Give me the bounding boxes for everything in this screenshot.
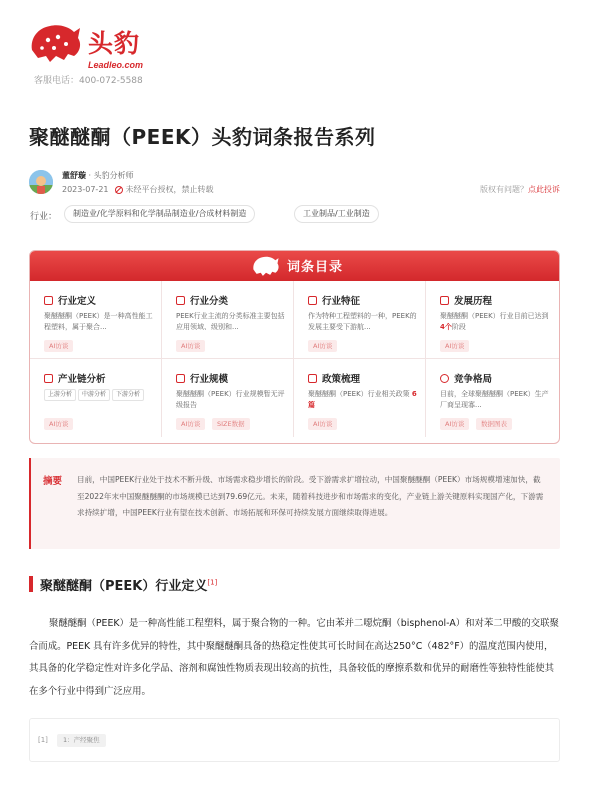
ai-interview-chip[interactable]: AI访谈 bbox=[308, 340, 337, 352]
directory-item-title: 竞争格局 bbox=[454, 374, 493, 385]
hotline: 客服电话：400-072-5588 bbox=[34, 76, 143, 86]
bar-chart-icon bbox=[176, 374, 185, 383]
no-copy-icon bbox=[115, 186, 123, 194]
directory-item-title: 政策梳理 bbox=[322, 374, 361, 385]
rights-question: 版权有问题？ bbox=[480, 185, 528, 194]
section-body: 聚醚醚酮（PEEK）是一种高性能工程塑料，属于聚合物的一种。它由苯并二噁烷酮（bisphenol-A）和对苯二甲酸的交联聚合而成。PEEK 具有许多优异的特性，其中聚醚醚酮具备的热稳定性使其可长时间在高达250°C（482°F）的温度范围内使用，其具备的化学稳定性对许多化学品、溶剂和腐蚀性物质表现出较高的抗性，具备较低的摩擦系数和优异的耐磨性等独特性能使其在多个行业中得到广泛应用。 bbox=[29, 618, 559, 697]
directory-item-desc: 作为特种工程塑料的一种，PEEK的发展主要受下游航... bbox=[308, 312, 417, 331]
directory-item-definition[interactable] bbox=[30, 281, 162, 359]
search-doc-icon bbox=[44, 296, 53, 305]
directory-item-classification[interactable] bbox=[162, 281, 294, 359]
directory-item-chain[interactable] bbox=[30, 359, 162, 437]
ai-interview-chip[interactable]: AI访谈 bbox=[176, 418, 205, 430]
pie-chart-icon bbox=[440, 374, 449, 383]
timeline-icon bbox=[440, 296, 449, 305]
industry-tag[interactable]: 工业制品/工业制造 bbox=[294, 205, 379, 223]
directory-item-desc: 聚醚醚酮（PEEK）是一种高性能工程塑料，属于聚合... bbox=[44, 312, 153, 331]
industry-tag[interactable]: 制造业/化学原料和化学制品制造业/合成材料制造 bbox=[64, 205, 255, 223]
directory-item-features[interactable] bbox=[294, 281, 426, 359]
complaint-link[interactable]: 点此投诉 bbox=[528, 185, 560, 194]
directory-item-policy[interactable] bbox=[294, 359, 426, 437]
directory-item-scale[interactable] bbox=[162, 359, 294, 437]
ai-interview-chip[interactable]: AI访谈 bbox=[440, 418, 469, 430]
footnote-number: [1] bbox=[38, 736, 48, 744]
author-org: · 头豹分析师 bbox=[86, 171, 134, 180]
ai-interview-chip[interactable]: AI访谈 bbox=[308, 418, 337, 430]
section-accent-bar bbox=[29, 576, 33, 592]
directory-item-title: 产业链分析 bbox=[58, 374, 106, 385]
directory-item-title: 发展历程 bbox=[454, 296, 493, 307]
logo-text: 头豹 bbox=[88, 29, 141, 58]
avatar-image-icon bbox=[29, 170, 53, 194]
directory-item-title: 行业规模 bbox=[190, 374, 229, 385]
leopard-logo-icon bbox=[28, 20, 84, 66]
industry-label: 行业： bbox=[30, 212, 58, 222]
size-data-chip[interactable]: SIZE数据 bbox=[212, 418, 250, 430]
upstream-tag[interactable]: 上游分析 bbox=[44, 389, 76, 401]
author-line bbox=[62, 170, 134, 181]
ai-interview-chip[interactable]: AI访谈 bbox=[44, 340, 73, 352]
directory-item-history[interactable] bbox=[426, 281, 560, 359]
copyright-notice: 未经平台授权，禁止转载 bbox=[125, 185, 214, 194]
abstract-box bbox=[29, 458, 560, 549]
directory-header bbox=[30, 251, 559, 281]
directory-item-competition[interactable] bbox=[426, 359, 560, 437]
downstream-tag[interactable]: 下游分析 bbox=[112, 389, 144, 401]
abstract-accent-bar bbox=[29, 458, 31, 549]
data-chart-chip[interactable]: 数据图表 bbox=[476, 418, 512, 430]
logo-domain: Leadleo.com bbox=[88, 60, 144, 70]
ai-interview-chip[interactable]: AI访谈 bbox=[44, 418, 73, 430]
avatar[interactable] bbox=[29, 170, 53, 194]
brand-logo[interactable] bbox=[28, 18, 158, 80]
ai-interview-chip[interactable]: AI访谈 bbox=[176, 340, 205, 352]
footnote-box bbox=[29, 718, 560, 762]
section-title: 聚醚醚酮（PEEK）行业定义[1] bbox=[40, 578, 218, 594]
date-line bbox=[62, 184, 214, 195]
author-name[interactable]: 董舒璇 bbox=[62, 171, 86, 180]
footnote-source-chip[interactable]: 1：产经聚焦 bbox=[57, 734, 106, 747]
directory-item-desc: 目前，全球聚醚醚酮（PEEK）生产厂商呈现寡... bbox=[440, 390, 549, 409]
rights-complaint bbox=[480, 184, 560, 195]
hierarchy-icon bbox=[176, 296, 185, 305]
directory-item-title: 行业分类 bbox=[190, 296, 229, 307]
directory-item-desc: PEEK行业主流的分类标准主要包括应用领域、级别和... bbox=[176, 312, 285, 331]
directory-item-desc: 聚醚醚酮（PEEK）行业相关政策 6篇 bbox=[308, 390, 417, 409]
directory-item-title: 行业定义 bbox=[58, 296, 97, 307]
policy-doc-icon bbox=[308, 374, 317, 383]
directory-title: 词条目录 bbox=[287, 260, 344, 275]
publish-date: 2023-07-21 bbox=[62, 185, 109, 194]
directory-item-desc: 聚醚醚酮（PEEK）行业目前已达到 4个阶段 bbox=[440, 312, 549, 331]
abstract-label: 摘要 bbox=[43, 476, 63, 487]
directory-panel bbox=[29, 250, 560, 444]
feature-icon bbox=[308, 296, 317, 305]
abstract-text: 目前，中国PEEK行业处于技术不断升级、市场需求稳步增长的阶段。受下游需求扩增拉动，中国聚醚醚酮（PEEK）市场规模增速加快，截至2022年末中国聚醚醚酮的市场规模已达到79.69亿元。未来，随着科技进步和市场需求的变化，产业链上游关键原料实现国产化，下游需求持续扩增，中国PEEK行业有望在技术创新、市场拓展和环保可持续发展方面继续取得进展。 bbox=[77, 475, 544, 517]
directory-item-desc: 聚醚醚酮（PEEK）行业规模暂无评级报告 bbox=[176, 390, 285, 409]
directory-item-title: 行业特征 bbox=[322, 296, 361, 307]
reference-marker[interactable]: [1] bbox=[207, 578, 218, 587]
page-title: 聚醚醚酮（PEEK）头豹词条报告系列 bbox=[29, 125, 376, 149]
chain-icon bbox=[44, 374, 53, 383]
midstream-tag[interactable]: 中游分析 bbox=[78, 389, 110, 401]
leopard-logo-icon bbox=[250, 254, 282, 278]
ai-interview-chip[interactable]: AI访谈 bbox=[440, 340, 469, 352]
